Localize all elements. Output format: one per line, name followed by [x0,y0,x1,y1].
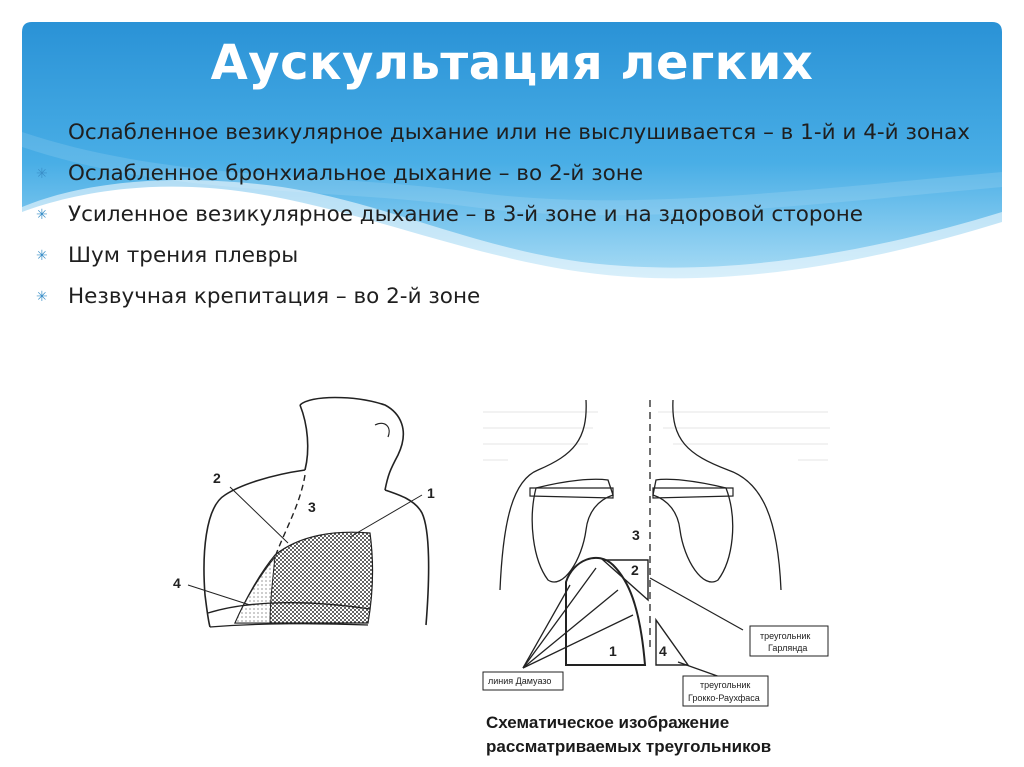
garland-box-text-1: треугольник [760,631,811,641]
bullet-text: Шум трения плевры [68,243,299,268]
bullet-star-icon: ✳ [36,207,48,223]
schema-zone-label-3: 3 [632,527,640,543]
bullet-text: Усиленное везикулярное дыхание – в 3-й зоне и на здоровой стороне [68,202,864,227]
zone-label-4: 4 [173,575,181,591]
zone-label-2: 2 [213,470,221,486]
torso-zones-figure [160,395,450,665]
bullet-text: Незвучная крепитация – во 2-й зоне [68,284,481,309]
lower-edge-line [210,624,368,627]
leader-line-2 [230,487,288,543]
zone-label-1: 1 [427,485,435,501]
damoiseau-box-text: линия Дамуазо [488,676,552,686]
leader-line-4 [188,585,250,605]
slide-title: Аускультация легких [210,35,814,91]
garland-box-text-2: Гарлянда [768,643,808,653]
figure-caption [486,711,771,759]
neck-outline [300,405,308,470]
bullet-item [36,159,986,189]
triangles-schematic-figure [478,400,838,710]
schema-zone-label-1: 1 [609,643,617,659]
ear-outline [375,423,389,437]
schema-zone-label-2: 2 [631,562,639,578]
bullet-item [36,200,986,230]
bullet-text: Ослабленное бронхиальное дыхание – во 2-й зоне [68,161,644,186]
schema-zone-label-4: 4 [659,643,667,659]
bullet-item [36,118,986,148]
bullet-text: Ослабленное везикулярное дыхание или не выслушивается – в 1-й и 4-й зонах [68,120,970,145]
grocco-box-text-2: Грокко-Раухфаса [688,693,760,703]
head-outline [300,398,403,491]
bullet-item [36,241,986,271]
leader-line-1 [350,495,422,537]
zone-label-3: 3 [308,499,316,515]
grocco-box-text-1: треугольник [700,680,751,690]
bullet-item [36,282,986,312]
right-torso-outline [385,490,429,625]
bullet-star-icon: ✳ [36,248,48,264]
bullet-list [36,118,986,323]
caption-line-1: Схематическое изображение [486,713,730,732]
bullet-star-icon: ✳ [36,289,48,305]
zone-4-sparse-area [235,557,275,623]
caption-line-2: рассматриваемых треугольников [486,737,772,756]
bullet-star-icon: ✳ [36,166,48,182]
